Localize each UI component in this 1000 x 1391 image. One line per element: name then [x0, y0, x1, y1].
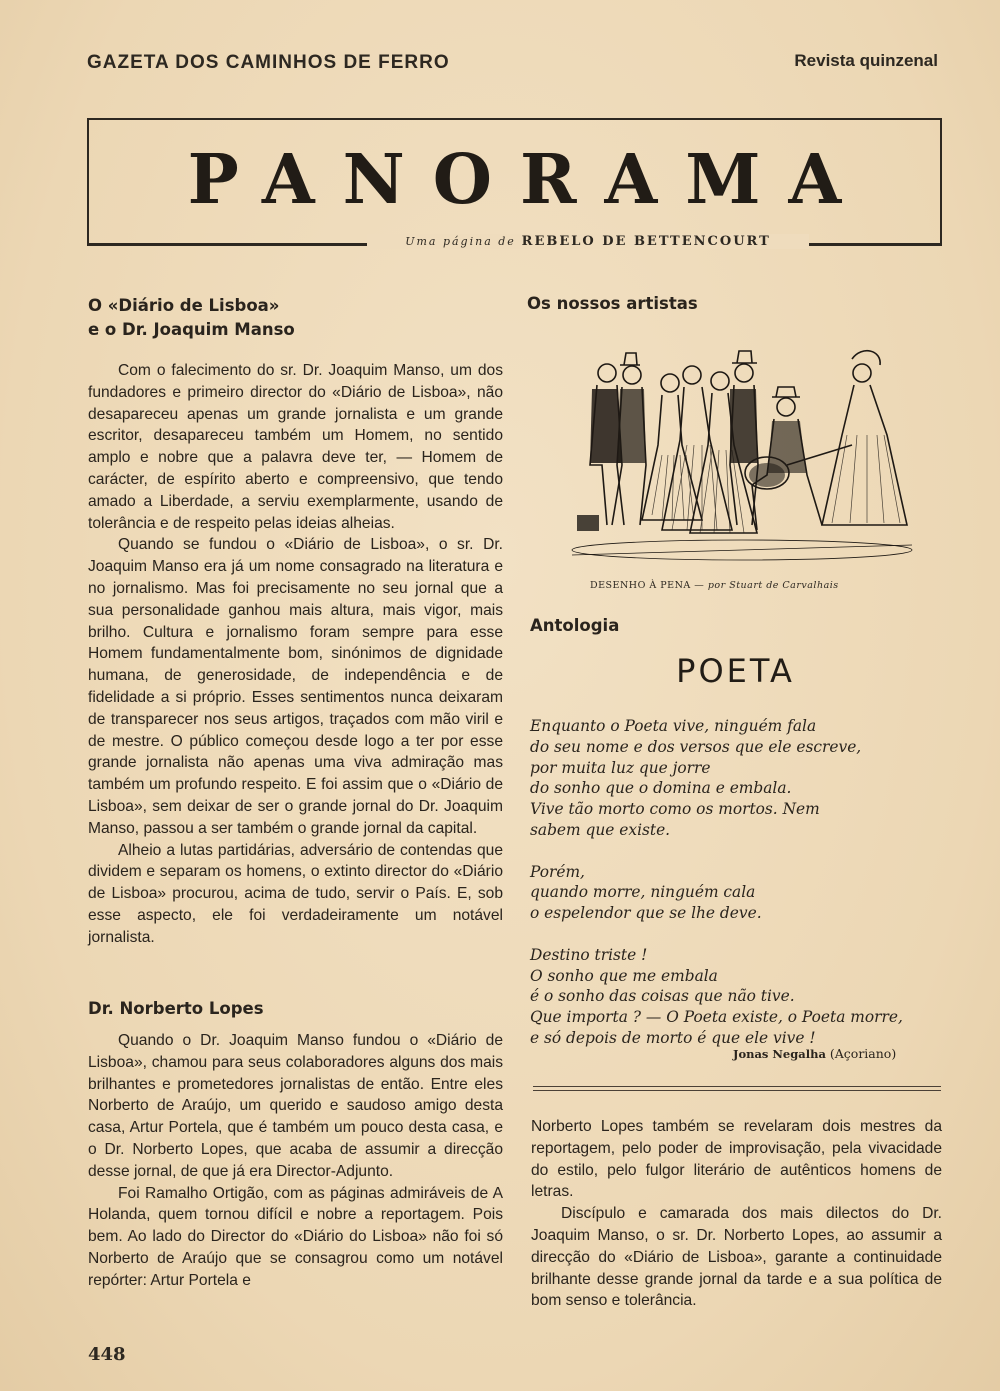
poem-line: O sonho que me embala: [530, 966, 718, 985]
poem-stanza: [530, 862, 941, 924]
poem-line: Vive tão morto como os mortos. Nem: [530, 800, 820, 819]
drawing-caption: [590, 580, 839, 591]
poem-line: Porém,: [530, 862, 585, 881]
article1-paragraph: Com o falecimento do sr. Dr. Joaquim Manso, um dos fundadores e primeiro director do «Diário de Lisboa», não desapareceu apenas um grande jornalista e um grande escritor, desapareceu também um Homem, no sentido amplo e nobre que a palavra deve ter, — Homem de carácter, de espírito aberto e compreensivo, que tendo amado a Liberdade, a serviu exemplarmente, usando de tolerância e de respeito pelas ideias alheias.: [88, 362, 503, 532]
article2-body: [88, 1030, 503, 1292]
poem-line: por muita luz que jorre: [530, 758, 711, 777]
article2-paragraph: Foi Ramalho Ortigão, com as páginas admiráveis de A Holanda, quem tornou difícil e nobre a reportagem. Pois bem. Ao lado do Director do «Diário do Lisboa» não foi só Norberto de Araújo que se consagrou como um notável repórter: Artur Portela e: [88, 1184, 503, 1289]
pen-drawing-illustration: [562, 345, 922, 570]
poem-author: [733, 1046, 896, 1061]
article1-body: [88, 360, 503, 949]
poem-line: Que importa ? — O Poeta existe, o Poeta morre,: [530, 1008, 903, 1027]
poem-line: e só depois de morto é que ele vive !: [530, 1028, 816, 1047]
article1-title-line2: e o Dr. Joaquim Manso: [88, 320, 295, 339]
article1-heading: [88, 294, 488, 342]
poem-line: Enquanto o Poeta vive, ninguém fala: [530, 717, 817, 735]
article2-continuation: [531, 1116, 942, 1312]
poem-line: é o sonho das coisas que não tive.: [530, 987, 795, 1006]
byline-prefix: Uma página de: [405, 235, 516, 248]
article2-heading: Dr. Norberto Lopes: [88, 999, 264, 1018]
poem-title: POETA: [676, 652, 795, 690]
page-number: 448: [88, 1344, 126, 1365]
byline-rule-left: [87, 243, 372, 245]
anthology-heading: Antologia: [530, 616, 620, 635]
article1-paragraph: Quando se fundou o «Diário de Lisboa», o sr. Dr. Joaquim Manso era já um nome consagrado na literatura e no jornalismo. Mas foi precisamente no seu jornal que a sua personalidade ganhou mais altura, mais vigor, mais brilho. Cultura e jornalismo foram sempre para esse Homem fundamentalmente bom, sinónimos de dignidade humana, de generosidade, de independência e de fidelidade a si próprio. Esses sentimentos nunca deixaram de transparecer nos seus artigos, traçados com mão viril e de mestre. O público começou desde logo a ter por esse grande jornalista não apenas uma viva admiração mas também um profundo respeito. E foi assim que o «Diário de Lisboa», sem deixar de ser o grande jornal do Dr. Joaquim Manso, passou a ser também o grande jornal da capital.: [88, 536, 503, 837]
caption-main: DESENHO À PENA —: [590, 580, 705, 591]
magazine-name: GAZETA DOS CAMINHOS DE FERRO: [87, 52, 450, 73]
section-divider-top: [533, 1086, 941, 1087]
poem-line: sabem que existe.: [530, 820, 671, 839]
section-divider-bottom: [533, 1090, 941, 1091]
poem-line: do seu nome e dos versos que ele escreve,: [530, 737, 862, 756]
article2-paragraph: Quando o Dr. Joaquim Manso fundou o «Diário de Lisboa», chamou para seus colaboradores alguns dos mais brilhantes e prometedores jornalistas de então. Entre eles Norberto de Araújo, um querido e saudoso amigo desta casa, Artur Portela, que é também um pouco desta casa, e o Dr. Norberto Lopes, que acaba de assumir a direcção desse jornal, de que já era Director-Adjunto.: [88, 1032, 503, 1180]
masthead-title: PANORAMA: [187, 140, 870, 220]
masthead-byline: [367, 234, 809, 249]
byline-author: REBELO DE BETTENCOURT: [521, 234, 771, 249]
poem-body: [530, 716, 941, 1070]
poem-stanza: [530, 716, 941, 841]
article2-continuation-paragraph: Discípulo e camarada dos mais dilectos do Dr. Joaquim Manso, o sr. Dr. Norberto Lopes, ao assumir a direcção do «Diário de Lisboa», garante a continuidade brilhante desse grande jornal da tarde e a sua política de bom senso e tolerância.: [531, 1205, 942, 1310]
magazine-frequency: Revista quinzenal: [794, 51, 938, 70]
article1-title-line1: O «Diário de Lisboa»: [88, 296, 280, 315]
caption-credit: por Stuart de Carvalhais: [707, 580, 839, 591]
article1-paragraph: Alheio a lutas partidárias, adversário de contendas que dividem e separam os homens, o extinto director do «Diário de Lisboa» procurou, acima de tudo, servir o País. E, sob esse aspecto, ele foi verdadeiramente um notável jornalista.: [88, 841, 503, 946]
poem-line: do sonho que o domina e embala.: [530, 779, 792, 798]
byline-rule-right: [800, 243, 942, 245]
poem-stanza: [530, 945, 941, 1049]
article2-continuation-paragraph: Norberto Lopes também se revelaram dois mestres da reportagem, pelo poder de improvisação, pela vivacidade do estilo, pelo fulgor literário de autênticos homens de letras.: [531, 1118, 942, 1201]
poem-line: Destino triste !: [530, 945, 648, 964]
poem-line: o espelendor que se lhe deve.: [530, 904, 762, 923]
artists-heading: Os nossos artistas: [527, 294, 698, 313]
poem-author-origin: (Açoriano): [829, 1046, 897, 1061]
poem-author-name: Jonas Negalha: [733, 1047, 826, 1061]
poem-line: quando morre, ninguém cala: [530, 883, 756, 902]
